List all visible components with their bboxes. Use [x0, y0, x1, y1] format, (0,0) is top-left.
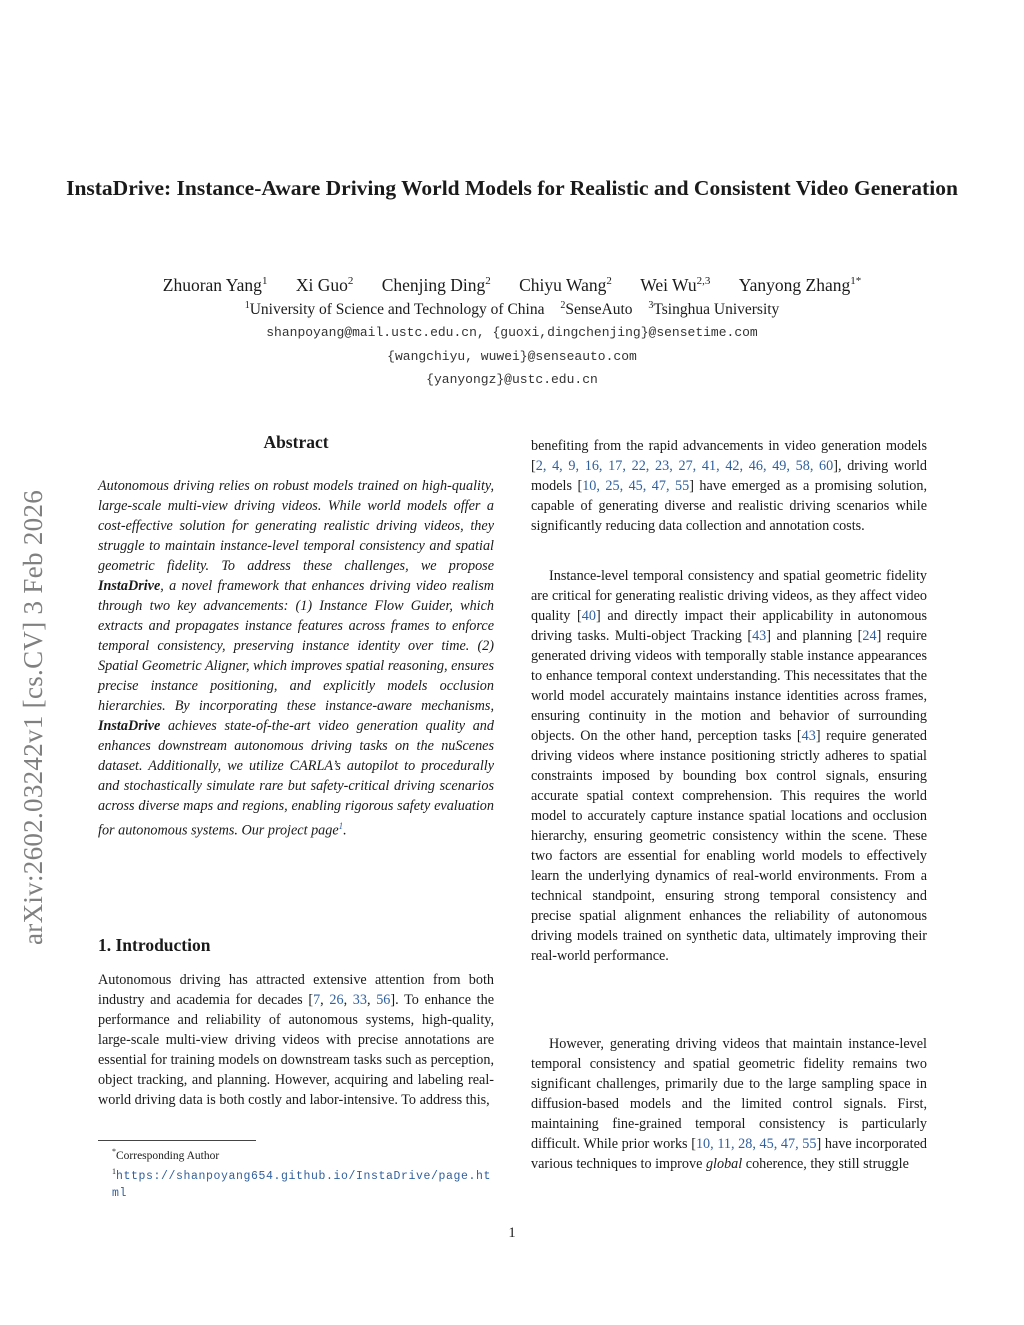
introduction-paragraph: Autonomous driving has attracted extensive attention from both industry and academia for decades [7, 26, 33, 56]. To enhance the performance and reliability of autonomous systems, high-quality, large-scale multi-view driving videos with precise annotations are essential for training models on downstream tasks such as perception, object tracking, and planning. However, acquiring and labeling real-world driving data is both costly and labor-intensive. To address this, — [98, 972, 494, 1108]
email-line: {wangchiyu, wuwei}@senseauto.com — [387, 348, 637, 364]
right-column-paragraph: Instance-level temporal consistency and spatial geometric fidelity are critical for generating realistic driving videos, as they affect video quality [40] and directly impact their applicability in autonomous driving tasks. Multi-object Tracking [43] and planning [24] require generated driving videos with temporally stable instance appearances to enhance temporal context understanding. This necessitates that the world model accurately maintains instance identities across frames, ensuring continuity in the motion and behavior of surrounding objects. On the other hand, perception tasks [43] require generated driving videos where instance positioning strictly adheres to spatial constraints imposed by bounding box control signals, ensuring accurate spatial context comprehension. This requires the world model to accurately capture instance spatial locations and occlusion hierarchy, ensuring geometric consistency within the scene. These two factors are essential for enabling world models to effectively learn the underlying dynamics of real-world environments. From a technical standpoint, ensuring strong temporal consistency and precise spatial alignment enhances the reliability of autonomous driving models trained on synthetic data, ultimately improving their real-world performance. — [531, 568, 927, 964]
right-column-paragraph: However, generating driving videos that maintain instance-level temporal consistency and spatial geometric fidelity remains two significant challenges, primarily due to the large sampling space in diffusion-based models and the limited control signals. First, maintaining fine-grained temporal consistency is particularly difficult. While prior works [10, 11, 28, 45, 47, 55] have incorporated various techniques to improve global coherence, they still struggle — [531, 1036, 927, 1172]
author: Zhuoran Yang$^1$ — [162, 274, 268, 295]
author: Chiyu Wang$^2$ — [519, 274, 612, 295]
author-emails — [60, 321, 964, 392]
citation-link[interactable]: 10, 11, 28, 45, 47, 55 — [695, 1136, 817, 1152]
author: Yanyong Zhang$^{1*}$ — [738, 274, 862, 295]
author: Chenjing Ding$^2$ — [381, 274, 491, 295]
citation-link[interactable]: 24 — [862, 628, 877, 644]
footnote-link[interactable]: 1 — [338, 821, 344, 831]
citation-link[interactable]: 7 — [313, 992, 321, 1008]
citation-link[interactable]: 43 — [801, 728, 816, 744]
paper-title: InstaDrive: Instance-Aware Driving World Models for Realistic and Consistent Video Generation — [66, 176, 958, 200]
citation-link[interactable]: 56 — [376, 992, 391, 1008]
email-line: {yanyongz}@ustc.edu.cn — [426, 372, 598, 387]
citation-link[interactable]: 33 — [352, 992, 367, 1008]
author: Wei Wu$^{2,3}$ — [640, 274, 711, 295]
citation-link[interactable]: 40 — [581, 608, 596, 624]
affiliation: $^3$Tsinghua University — [648, 300, 780, 319]
author-list — [60, 270, 964, 296]
section-heading-introduction: 1. Introduction — [98, 935, 211, 955]
abstract-body: Autonomous driving relies on robust models trained on high-quality, large-scale multi-view driving videos. While world models offer a cost-effective solution for generating realistic driving videos, they struggle to maintain instance-level temporal consistency and spatial geometric fidelity. To address these challenges, we propose InstaDrive, a novel framework that enhances driving video realism through two key advancements: (1) Instance Flow Guider, which extracts and propagates instance features across frames to enforce temporal consistency, preserving instance identity over time. (2) Spatial Geometric Aligner, which improves spatial reasoning, ensures precise instance positioning, and explicitly models occlusion hierarchies. By incorporating these instance-aware mechanisms, InstaDrive achieves state-of-the-art video generation quality and enhances downstream autonomous driving tasks on the nuScenes dataset. Additionally, we utilize CARLA’s autopilot to procedurally and stochastically simulate rare but safety-critical driving scenarios across diverse maps and regions, enabling rigorous safety evaluation for autonomous systems. Our project page$^1$. — [98, 478, 494, 839]
project-page-link[interactable]: https://shanpoyang654.github.io/InstaDrive/page.html — [112, 1169, 492, 1200]
footnote-url: $^1$https://shanpoyang654.github.io/InstaDrive/page.html — [112, 1166, 492, 1200]
footnotes — [98, 1144, 494, 1202]
page-number: 1 — [508, 1225, 516, 1241]
emphasis: global — [705, 1156, 743, 1172]
method-name: InstaDrive — [98, 718, 161, 734]
citation-link[interactable]: 43 — [752, 628, 767, 644]
footnote-corresponding: *Corresponding Author — [112, 1147, 220, 1162]
email-line: shanpoyang@mail.ustc.edu.cn, {guoxi,dingchenjing}@sensetime.com — [266, 325, 758, 340]
affiliation-list — [60, 296, 964, 320]
arxiv-identifier: arXiv:2602.03242v1 [cs.CV] 3 Feb 2026 — [18, 489, 48, 945]
citation-link[interactable]: 26 — [329, 992, 344, 1008]
affiliation: $^1$University of Science and Technology of China — [244, 300, 545, 319]
citation-link[interactable]: 2, 4, 9, 16, 17, 22, 23, 27, 41, 42, 46, 49, 58, 60 — [535, 458, 834, 474]
method-name: InstaDrive — [98, 578, 161, 594]
abstract-heading: Abstract — [263, 432, 329, 452]
footnote-divider — [98, 1140, 256, 1141]
author: Xi Guo$^2$ — [295, 274, 354, 295]
affiliation: $^2$SenseAuto — [560, 300, 633, 319]
right-column-paragraph: benefiting from the rapid advancements in video generation models [2, 4, 9, 16, 17, 22, 23, 27, 41, 42, 46, 49, 58, 60], driving world models [10, 25, 45, 47, 55] have emerged as a promising solution, capable of generating diverse and realistic driving scenarios while significantly reducing data collection and annotation costs. — [531, 438, 928, 534]
citation-link[interactable]: 10, 25, 45, 47, 55 — [582, 478, 690, 494]
